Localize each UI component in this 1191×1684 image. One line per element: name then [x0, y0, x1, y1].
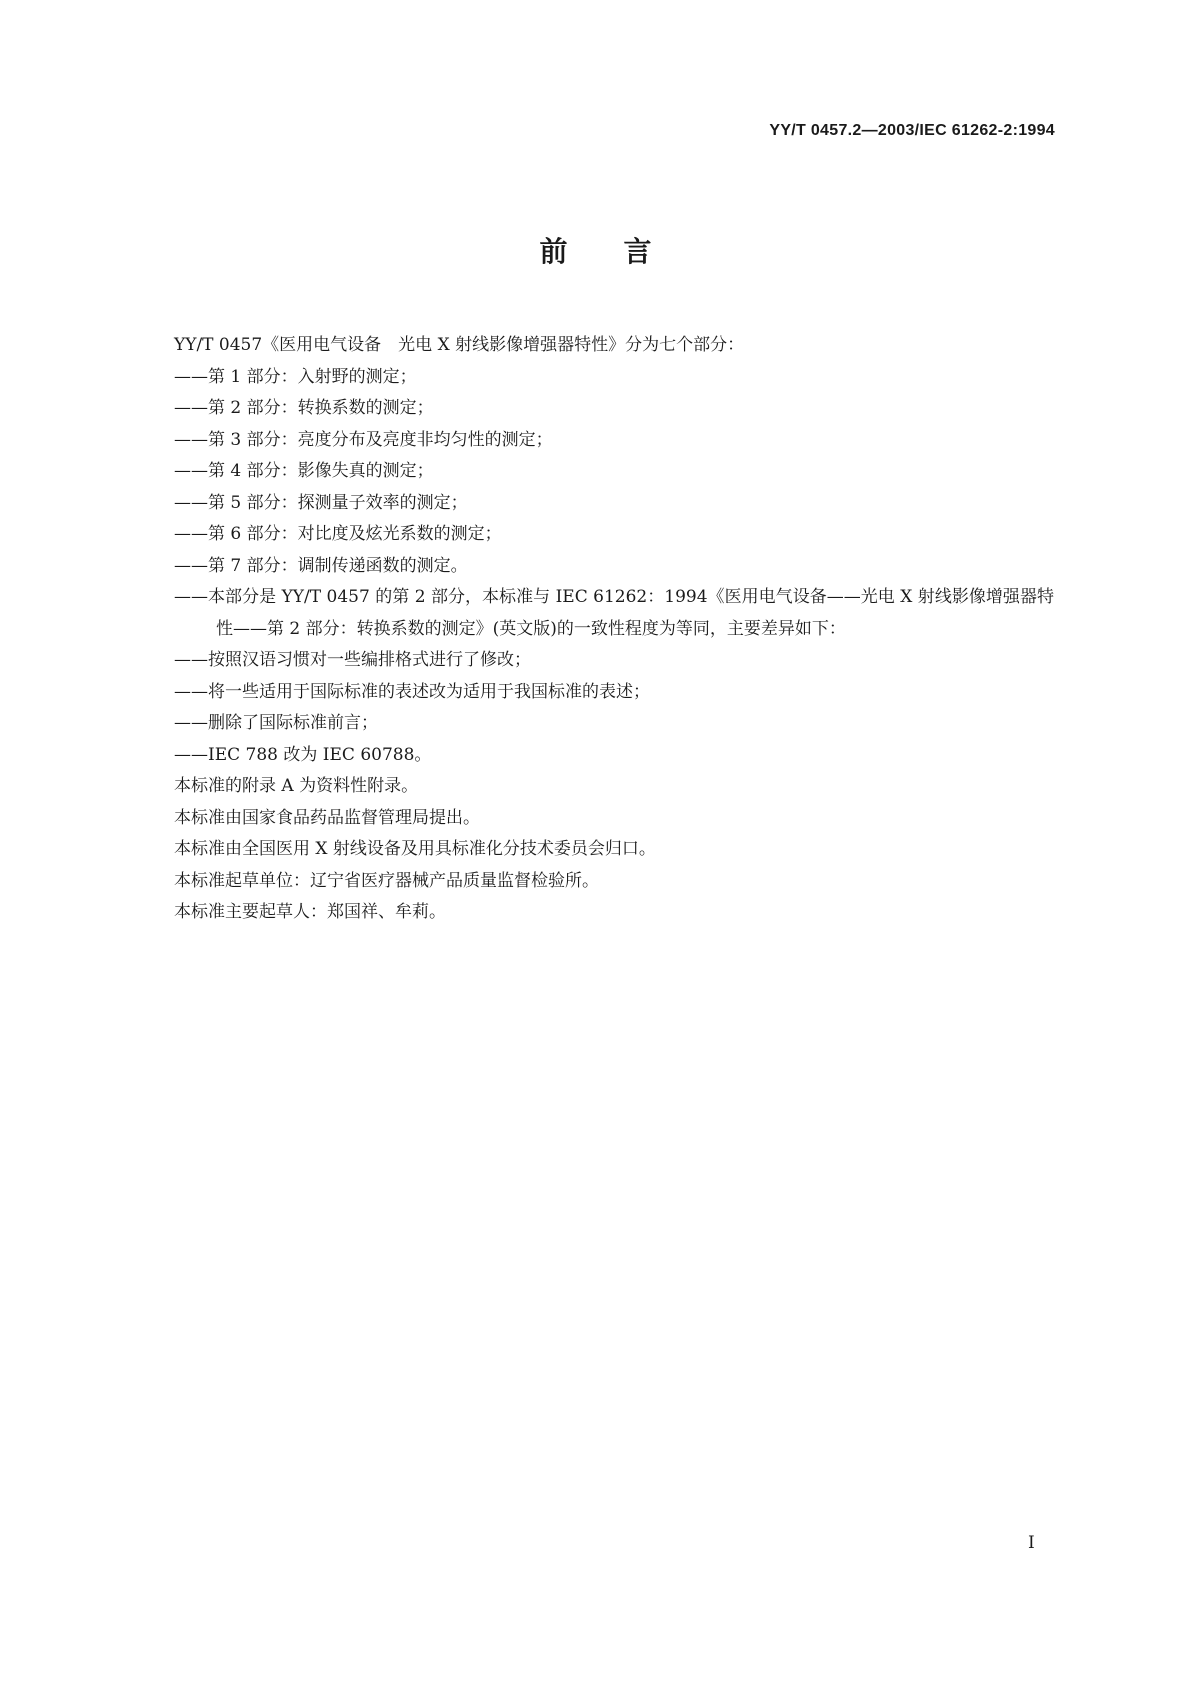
paragraph: 本标准主要起草人：郑国祥、牟莉。: [174, 902, 446, 922]
title-char-1: 前: [539, 235, 568, 268]
foreword-body: [174, 330, 1054, 929]
list-item-equivalence: ——本部分是 YY/T 0457 的第 2 部分，本标准与 IEC 61262：1994《医用电气设备——光电 X 射线影像增强器特性——第 2 部分：转换系数的测定》(英文版)的一致性程度为等同，主要差异如下：: [174, 587, 1054, 639]
title-char-2: 言: [623, 235, 652, 268]
list-item: ——删除了国际标准前言；: [174, 713, 378, 733]
paragraph-intro: YY/T 0457《医用电气设备 光电 X 射线影像增强器特性》分为七个部分：: [174, 335, 745, 355]
list-item: ——第 3 部分：亮度分布及亮度非均匀性的测定；: [174, 429, 553, 450]
list-item: ——第 2 部分：转换系数的测定；: [174, 398, 434, 418]
page-title: [0, 230, 1191, 270]
list-item: ——将一些适用于国际标准的表述改为适用于我国标准的表述；: [174, 681, 650, 702]
page-number: I: [1028, 1533, 1035, 1553]
list-item: ——第 4 部分：影像失真的测定；: [174, 461, 434, 481]
paragraph: 本标准由国家食品药品监督管理局提出。: [174, 807, 480, 828]
list-item: ——第 1 部分：入射野的测定；: [174, 366, 417, 387]
list-item: ——第 6 部分：对比度及炫光系数的测定；: [174, 524, 502, 544]
paragraph: 本标准由全国医用 X 射线设备及用具标准化分技术委员会归口。: [174, 839, 656, 859]
list-item: ——第 7 部分：调制传递函数的测定。: [174, 555, 468, 576]
list-item: ——IEC 788 改为 IEC 60788。: [174, 744, 432, 765]
list-item: ——按照汉语习惯对一些编排格式进行了修改；: [174, 650, 531, 670]
paragraph: 本标准起草单位：辽宁省医疗器械产品质量监督检验所。: [174, 870, 599, 891]
list-item: ——第 5 部分：探测量子效率的测定；: [174, 492, 468, 513]
standard-code: YY/T 0457.2—2003/IEC 61262-2:1994: [769, 122, 1055, 139]
paragraph: 本标准的附录 A 为资料性附录。: [174, 776, 419, 796]
